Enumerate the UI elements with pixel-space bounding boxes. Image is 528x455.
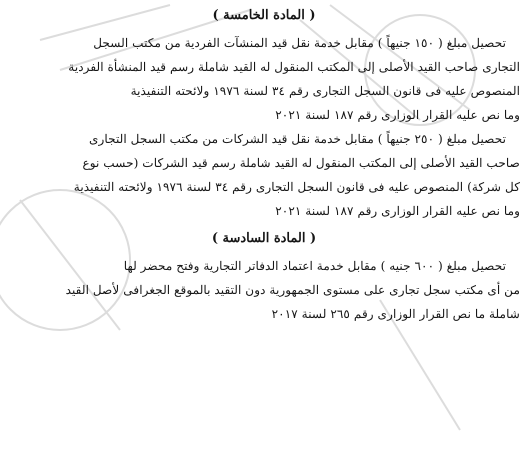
text-line: تحصيل مبلغ ( ٦٠٠ جنيه ) مقابل خدمة اعتماد الدفاتر التجارية وفتح محضر لها — [123, 259, 506, 273]
text-line: وما نص عليه القرار الوزارى رقم ١٨٧ لسنة ٢٠٢١ — [275, 108, 520, 122]
text-line: وما نص عليه القرار الوزارى رقم ١٨٧ لسنة ٢٠٢١ — [275, 204, 520, 218]
article-5-heading: ( المادة الخامسة ) — [212, 8, 316, 23]
article-5-paragraph-1 — [8, 31, 520, 127]
article-6-heading: ( المادة السادسة ) — [211, 231, 317, 246]
document-body — [8, 0, 520, 326]
text-line: التجارى صاحب القيد الأصلى إلى المكتب المنقول له القيد شاملة رسم قيد المنشأة الفردية — [68, 60, 520, 74]
text-line: تحصيل مبلغ ( ١٥٠ جنيهاً ) مقابل خدمة نقل قيد المنشآت الفردية من مكتب السجل — [93, 36, 506, 50]
text-line: صاحب القيد الأصلى إلى المكتب المنقول له القيد شاملة رسم قيد الشركات (حسب نوع — [82, 156, 520, 170]
text-line: شاملة ما نص القرار الوزارى رقم ٢٦٥ لسنة ٢٠١٧ — [271, 307, 520, 321]
article-6-paragraph-1 — [8, 254, 520, 326]
text-line: تحصيل مبلغ ( ٢٥٠ جنيهاً ) مقابل خدمة نقل قيد الشركات من مكتب السجل التجارى — [88, 132, 506, 146]
article-5-paragraph-2 — [8, 127, 520, 223]
text-line: كل شركة) المنصوص عليه فى قانون السجل التجارى رقم ٣٤ لسنة ١٩٧٦ ولائحته التنفيذية — [73, 180, 520, 194]
text-line: المنصوص عليه فى قانون السجل التجارى رقم ٣٤ لسنة ١٩٧٦ ولائحته التنفيذية — [130, 84, 520, 98]
text-line: من أى مكتب سجل تجارى على مستوى الجمهورية دون التقيد بالموقع الجغرافى لأصل القيد — [65, 283, 520, 297]
